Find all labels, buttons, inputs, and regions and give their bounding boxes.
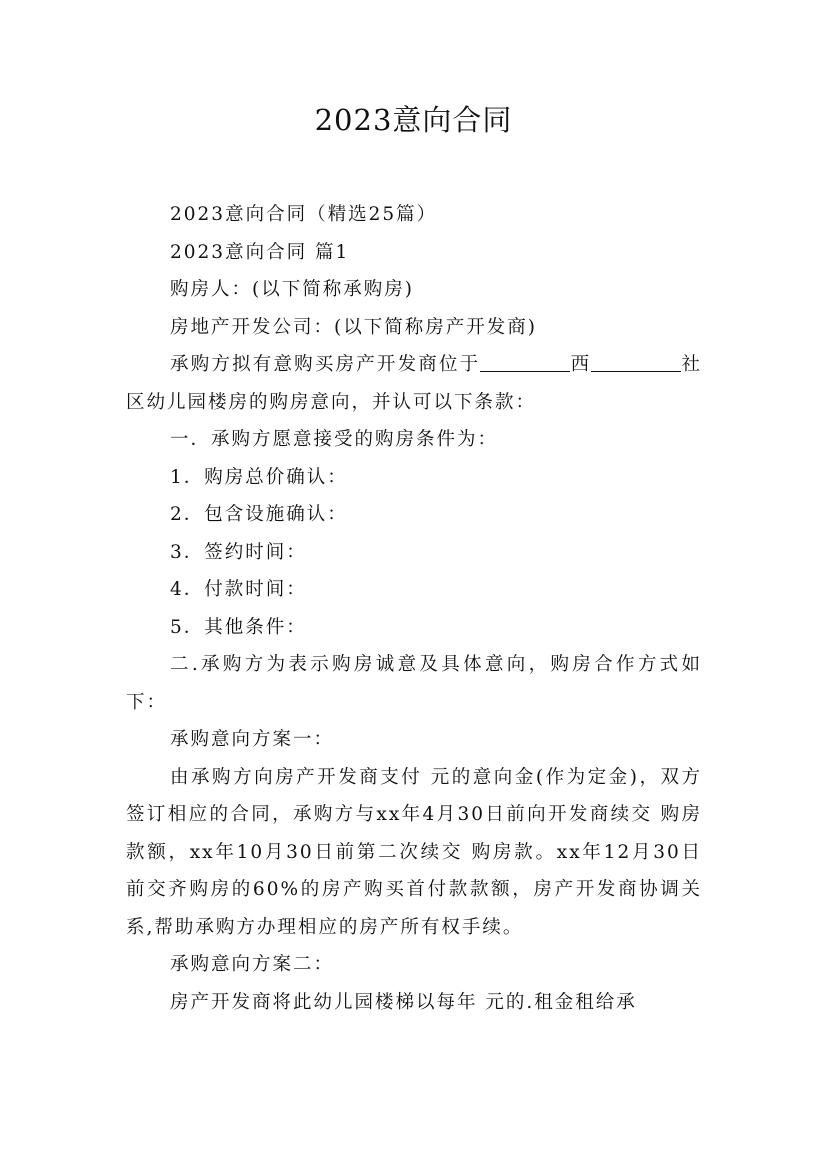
paragraph-condition-1: 1．购房总价确认： [170,466,348,488]
paragraph-conditions-heading: 一．承购方愿意接受的购房条件为： [170,429,499,450]
intent-text-2: 西 [570,354,592,375]
paragraph-condition-5: 5．其他条件： [170,616,307,638]
paragraph-condition-4: 4．付款时间： [170,579,307,600]
paragraph-plan-1-body: 由承购方向房产开发商支付 元的意向金(作为定金)，双方签订相应的合同，承购方与xx年4月30日前向开发商续交 购房款额，xx年10月30日前第二次续交 购房款。xx年12月30日前交齐购房的60%的房产购买首付款款额，房产开发商协调关系,帮助承购方办理相应的房产所有权手续。 [126,766,702,938]
intent-text-3: 社区幼儿园楼房的购房意向，并认可以下条款： [126,354,702,413]
blank-line-1 [480,353,570,372]
paragraph-subtitle: 2023意向合同（精选25篇） [170,204,438,225]
paragraph-plan-1-heading: 承购意向方案一： [170,729,335,750]
paragraph-plan-2-heading: 承购意向方案二： [170,954,335,975]
blank-line-2 [591,353,681,372]
paragraph-cooperation: 二.承购方为表示购房诚意及具体意向，购房合作方式如下： [126,654,702,713]
document-body [126,196,702,1021]
document-title: 2023意向合同 [314,103,513,137]
intent-text-1: 承购方拟有意购买房产开发商位于 [170,354,481,375]
paragraph-condition-2: 2．包含设施确认： [170,504,348,525]
paragraph-section-heading: 2023意向合同 篇1 [170,241,350,263]
paragraph-developer: 房地产开发公司：(以下简称房产开发商) [170,316,537,338]
paragraph-intent [126,346,702,421]
paragraph-condition-3: 3．签约时间： [170,541,307,563]
paragraph-plan-2-body: 房产开发商将此幼儿园楼梯以每年 元的.租金租给承 [170,991,637,1013]
paragraph-buyer: 购房人：(以下简称承购房) [170,279,414,300]
